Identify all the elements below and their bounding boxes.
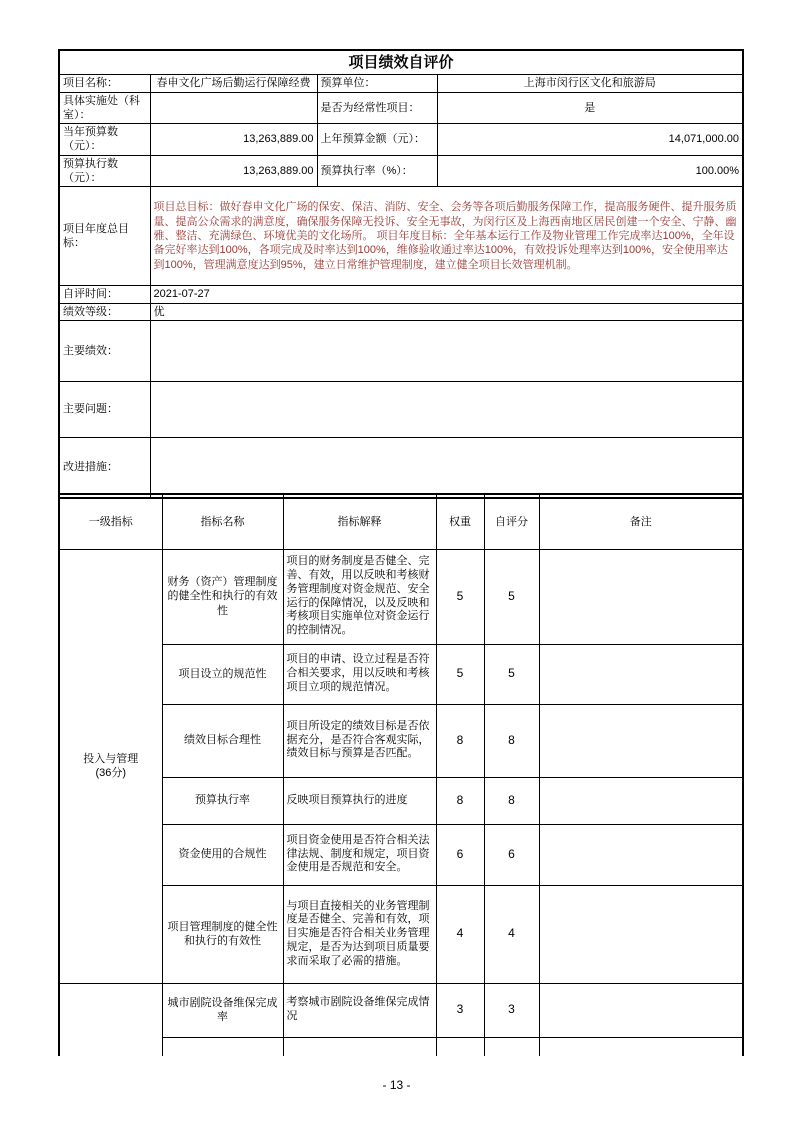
annual-goal-row [59, 187, 743, 286]
indicator-row-clipped [59, 1037, 743, 1056]
indicator-row [59, 885, 743, 983]
indicator-row [59, 549, 743, 644]
table-row [59, 155, 743, 187]
indicator-explanation: 反映项目预算执行的进度 [283, 777, 436, 824]
col-header-remarks: 备注 [539, 494, 743, 549]
indicator-note [539, 824, 743, 885]
annual-goal-label: 项目年度总目标： [59, 187, 150, 286]
table-row [59, 320, 743, 381]
indicator-note [539, 885, 743, 983]
indicator-name: 项目设立的规范性 [162, 644, 283, 704]
page-number: - 13 - [382, 1078, 411, 1092]
field-label-implementing-office: 具体实施处（科室）： [59, 92, 150, 124]
annual-goal-text: 项目总目标：做好春申文化广场的保安、保洁、消防、安全、会务等各项后勤服务保障工作，提高服务硬件、提升服务质量、提高公众需求的满意度，确保服务保障无投诉、安全无事故，为闵行区及上海西南地区居民创建一个安全、宁静、幽雅、整洁、充满绿色、环境优美的文化场所。 项目年度目标：全年基本运行工作及物业管理工作完成率达100%，全年设备完好率达到100%，各项完成及时率达到100%，维修验收通过率达100%，有效投诉处理率达到100%，安全使用率达到100%，管理满意度达到95%，建立日常维护管理制度，建立健全项目长效管理机制。 [150, 187, 743, 286]
table-row [59, 74, 743, 92]
indicator-note [539, 1037, 743, 1056]
indicator-explanation: 项目所设定的绩效目标是否依据充分，是否符合客观实际，绩效目标与预算是否匹配。 [283, 704, 436, 777]
indicator-header-row [59, 494, 743, 549]
field-value-recurring-project: 是 [437, 92, 743, 124]
indicator-weight: 5 [436, 549, 484, 644]
field-value-execution-rate: 100.00% [437, 155, 743, 187]
indicator-note [539, 549, 743, 644]
indicator-weight: 4 [436, 885, 484, 983]
field-value-improvement-measures [150, 437, 743, 498]
col-header-indicator-explanation: 指标解释 [283, 494, 436, 549]
indicator-weight: 5 [436, 644, 484, 704]
indicator-score: 8 [484, 777, 539, 824]
indicator-row [59, 644, 743, 704]
table-row [59, 124, 743, 156]
group-score: (36分) [95, 767, 127, 779]
group-name: 投入与管理 [83, 752, 139, 765]
indicator-score: 5 [484, 549, 539, 644]
indicator-name: 资金使用的合规性 [162, 824, 283, 885]
field-value-main-problems [150, 381, 743, 437]
table-row [59, 381, 743, 437]
indicator-score: 8 [484, 704, 539, 777]
indicator-weight: 8 [436, 777, 484, 824]
indicator-name: 绩效目标合理性 [162, 704, 283, 777]
col-header-weight: 权重 [436, 494, 484, 549]
indicator-row [59, 824, 743, 885]
field-value-budget-execution: 13,263,889.00 [150, 155, 317, 187]
field-value-performance-grade: 优 [150, 303, 743, 320]
field-label-self-eval-date: 自评时间： [59, 286, 150, 303]
indicator-weight: 6 [436, 824, 484, 885]
indicator-note [539, 983, 743, 1037]
indicator-group-input-management [59, 549, 162, 983]
field-label-budget-execution: 预算执行数（元）： [59, 155, 150, 187]
self-evaluation-summary-table [58, 49, 744, 499]
field-label-main-problems: 主要问题： [59, 381, 150, 437]
table-row [59, 437, 743, 498]
indicator-row [59, 777, 743, 824]
field-label-performance-grade: 绩效等级： [59, 303, 150, 320]
field-value-current-budget: 13,263,889.00 [150, 124, 317, 156]
indicator-explanation: 项目的财务制度是否健全、完善、有效，用以反映和考核财务管理制度对资金规范、安全运行的保障情况，以及反映和考核项目实施单位对资金运行的控制情况。 [283, 549, 436, 644]
field-value-implementing-office [150, 92, 317, 124]
indicator-explanation: 项目资金使用是否符合相关法律法规、制度和规定，项目资金使用是否规范和安全。 [283, 824, 436, 885]
field-label-previous-budget: 上年预算金额（元）： [317, 124, 437, 156]
indicator-note [539, 777, 743, 824]
field-label-execution-rate: 预算执行率（%）： [317, 155, 437, 187]
indicator-weight: 8 [436, 704, 484, 777]
indicator-explanation: 项目的申请、设立过程是否符合相关要求，用以反映和考核项目立项的规范情况。 [283, 644, 436, 704]
field-label-budget-unit: 预算单位： [317, 74, 437, 92]
field-label-recurring-project: 是否为经常性项目： [317, 92, 437, 124]
field-value-budget-unit: 上海市闵行区文化和旅游局 [437, 74, 743, 92]
indicator-name: 财务（资产）管理制度的健全性和执行的有效性 [162, 549, 283, 644]
indicator-name: 预算执行率 [162, 777, 283, 824]
indicator-name: 城市剧院设备维保完成率 [162, 983, 283, 1037]
field-label-main-achievements: 主要绩效： [59, 320, 150, 381]
indicator-explanation [283, 1037, 436, 1056]
indicator-group-next [59, 983, 162, 1056]
indicator-row [59, 704, 743, 777]
col-header-level1-indicator: 一级指标 [59, 494, 162, 549]
indicator-note [539, 704, 743, 777]
document-title: 项目绩效自评价 [59, 50, 743, 74]
field-value-previous-budget: 14,071,000.00 [437, 124, 743, 156]
indicator-explanation: 考察城市剧院设备维保完成情况 [283, 983, 436, 1037]
indicator-name [162, 1037, 283, 1056]
field-label-project-name: 项目名称： [59, 74, 150, 92]
indicator-weight: 3 [436, 983, 484, 1037]
field-value-project-name: 春申文化广场后勤运行保障经费 [150, 74, 317, 92]
indicator-name: 项目管理制度的健全性和执行的有效性 [162, 885, 283, 983]
col-header-indicator-name: 指标名称 [162, 494, 283, 549]
indicator-score: 6 [484, 824, 539, 885]
indicator-score: 5 [484, 644, 539, 704]
indicator-table [58, 493, 744, 1056]
table-row [59, 286, 743, 303]
table-title-row [59, 50, 743, 74]
indicator-note [539, 644, 743, 704]
col-header-self-score: 自评分 [484, 494, 539, 549]
table-row [59, 303, 743, 320]
indicator-score: 3 [484, 983, 539, 1037]
indicator-row [59, 983, 743, 1037]
indicator-score [484, 1037, 539, 1056]
field-value-self-eval-date: 2021-07-27 [150, 286, 743, 303]
table-row [59, 92, 743, 124]
indicator-explanation: 与项目直接相关的业务管理制度是否健全、完善和有效，项目实施是否符合相关业务管理规定，是否为达到项目质量要求而采取了必需的措施。 [283, 885, 436, 983]
indicator-weight [436, 1037, 484, 1056]
indicator-score: 4 [484, 885, 539, 983]
field-label-improvement-measures: 改进措施： [59, 437, 150, 498]
field-label-current-budget: 当年预算数（元）： [59, 124, 150, 156]
field-value-main-achievements [150, 320, 743, 381]
